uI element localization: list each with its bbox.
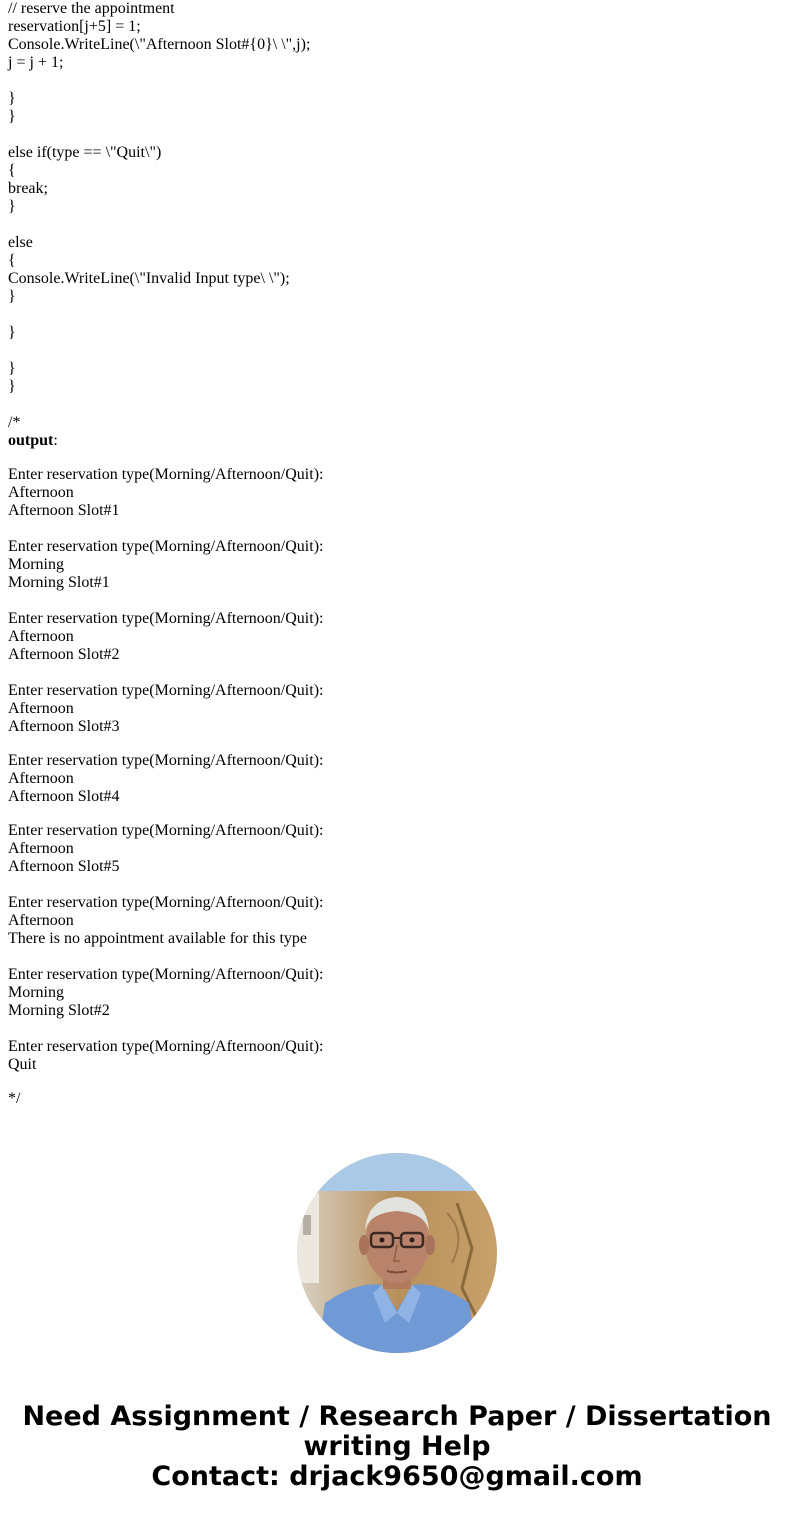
comment-start: /*	[8, 414, 21, 431]
result-line: Afternoon Slot#5	[8, 858, 120, 875]
code-line: }	[8, 360, 16, 377]
input-line: Afternoon	[8, 912, 74, 929]
result-line: Afternoon Slot#3	[8, 718, 120, 735]
code-line: }	[8, 324, 16, 341]
code-line: }	[8, 378, 16, 395]
prompt-line: Enter reservation type(Morning/Afternoon/Quit):	[8, 682, 324, 699]
prompt-line: Enter reservation type(Morning/Afternoon/Quit):	[8, 822, 324, 839]
output-heading	[8, 432, 788, 450]
code-line: Console.WriteLine(\"Afternoon Slot#{0}\ \",j);	[8, 36, 311, 53]
prompt-line: Enter reservation type(Morning/Afternoon/Quit):	[8, 538, 324, 555]
output-label: output	[8, 432, 54, 449]
code-line: break;	[8, 180, 48, 197]
cta-subheadline: writing Help	[303, 1431, 491, 1462]
code-line: {	[8, 252, 16, 269]
author-photo	[297, 1153, 497, 1353]
result-line: Afternoon Slot#4	[8, 788, 120, 805]
prompt-line: Enter reservation type(Morning/Afternoon/Quit):	[8, 966, 324, 983]
code-line: }	[8, 198, 16, 215]
code-line: else if(type == \"Quit\")	[8, 144, 162, 161]
result-line: Morning Slot#2	[8, 1002, 110, 1019]
code-line: }	[8, 108, 16, 125]
prompt-line: Enter reservation type(Morning/Afternoon/Quit):	[8, 752, 324, 769]
author-avatar	[297, 1153, 497, 1353]
code-line: reservation[j+5] = 1;	[8, 18, 141, 35]
prompt-line: Enter reservation type(Morning/Afternoon/Quit):	[8, 610, 324, 627]
output-colon: :	[53, 432, 58, 449]
result-line: Afternoon Slot#1	[8, 502, 120, 519]
input-line: Afternoon	[8, 770, 74, 787]
result-line: Afternoon Slot#2	[8, 646, 120, 663]
code-line: {	[8, 162, 16, 179]
input-line: Afternoon	[8, 700, 74, 717]
input-line: Afternoon	[8, 628, 74, 645]
code-line: }	[8, 90, 16, 107]
code-line: // reserve the appointment	[8, 0, 175, 17]
input-line: Morning	[8, 556, 64, 573]
code-line: }	[8, 288, 16, 305]
prompt-line: Enter reservation type(Morning/Afternoon/Quit):	[8, 894, 324, 911]
contact-banner	[0, 1402, 794, 1492]
comment-end: */	[8, 1090, 21, 1107]
input-line: Afternoon	[8, 484, 74, 501]
code-line: j = j + 1;	[8, 54, 64, 71]
prompt-line: Enter reservation type(Morning/Afternoon/Quit):	[8, 466, 324, 483]
cta-contact-email[interactable]: Contact: drjack9650@gmail.com	[151, 1461, 643, 1492]
code-document	[8, 0, 788, 1108]
result-line: Morning Slot#1	[8, 574, 110, 591]
code-line: else	[8, 234, 33, 251]
input-line: Morning	[8, 984, 64, 1001]
input-line: Quit	[8, 1056, 37, 1073]
result-line: There is no appointment available for this type	[8, 930, 308, 947]
prompt-line: Enter reservation type(Morning/Afternoon/Quit):	[8, 1038, 324, 1055]
cta-headline: Need Assignment / Research Paper / Dissertation	[22, 1401, 772, 1432]
input-line: Afternoon	[8, 840, 74, 857]
code-line: Console.WriteLine(\"Invalid Input type\ \");	[8, 270, 290, 287]
